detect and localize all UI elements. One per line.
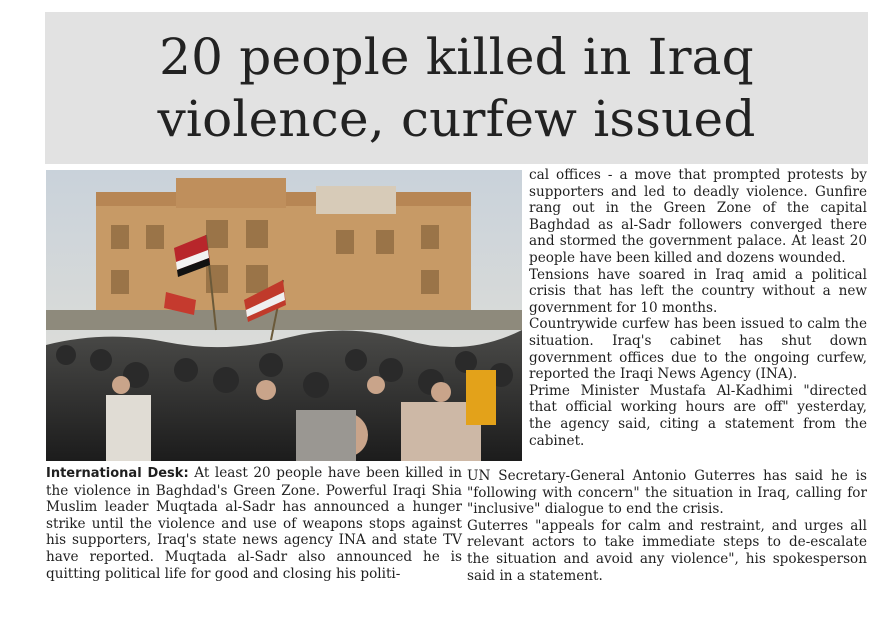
headline-line-2: violence, curfew issued [157,90,756,148]
paragraph [46,465,462,582]
paragraph: UN Secretary-General Antonio Guterres has said he is "following with concern" the situation in Iraq, calling for "inclusive" dialogue to end the crisis. [467,468,867,518]
paragraph: Prime Minister Mustafa Al-Kadhimi "directed that official working hours are off" yesterday, the agency said, citing a statement from the cabinet. [529,382,867,449]
paragraph: cal offices - a move that prompted protests by supporters and led to deadly violence. Gunfire rang out in the Green Zone of the capital Baghdad as al-Sadr followers converged there and stormed the government palace. At least 20 people have been killed and dozens wounded. [529,167,867,266]
headline-box [45,12,868,164]
article-right-column [529,167,867,449]
article-left-column [46,465,462,582]
desk-label: International Desk: [46,466,189,481]
headline-line-1: 20 people killed in Iraq [159,28,754,86]
paragraph: Countrywide curfew has been issued to calm the situation. Iraq's cabinet has shut down government offices due to the ongoing curfew, reported the Iraqi News Agency (INA). [529,316,867,383]
paragraph: Guterres "appeals for calm and restraint, and urges all relevant actors to take immediate steps to de-escalate the situation and avoid any violence", his spokesperson said in a statement. [467,517,867,584]
article-wide-column [467,468,867,584]
protest-photo [46,170,522,461]
protest-crowd-photo-icon [46,170,522,461]
headline [45,26,868,150]
paragraph: Tensions have soared in Iraq amid a political crisis that has left the country without a new government for 10 months. [529,266,867,316]
paragraph-text: At least 20 people have been killed in the violence in Baghdad's Green Zone. Powerful Iraqi Shia Muslim leader Muqtada al-Sadr has announced a hunger strike until the violence and use of weapons stops against his supporters, Iraq's state news agency INA and state TV have reported. Muqtada al-Sadr also announced he is quitting political life for good and closing his politi- [46,465,462,582]
